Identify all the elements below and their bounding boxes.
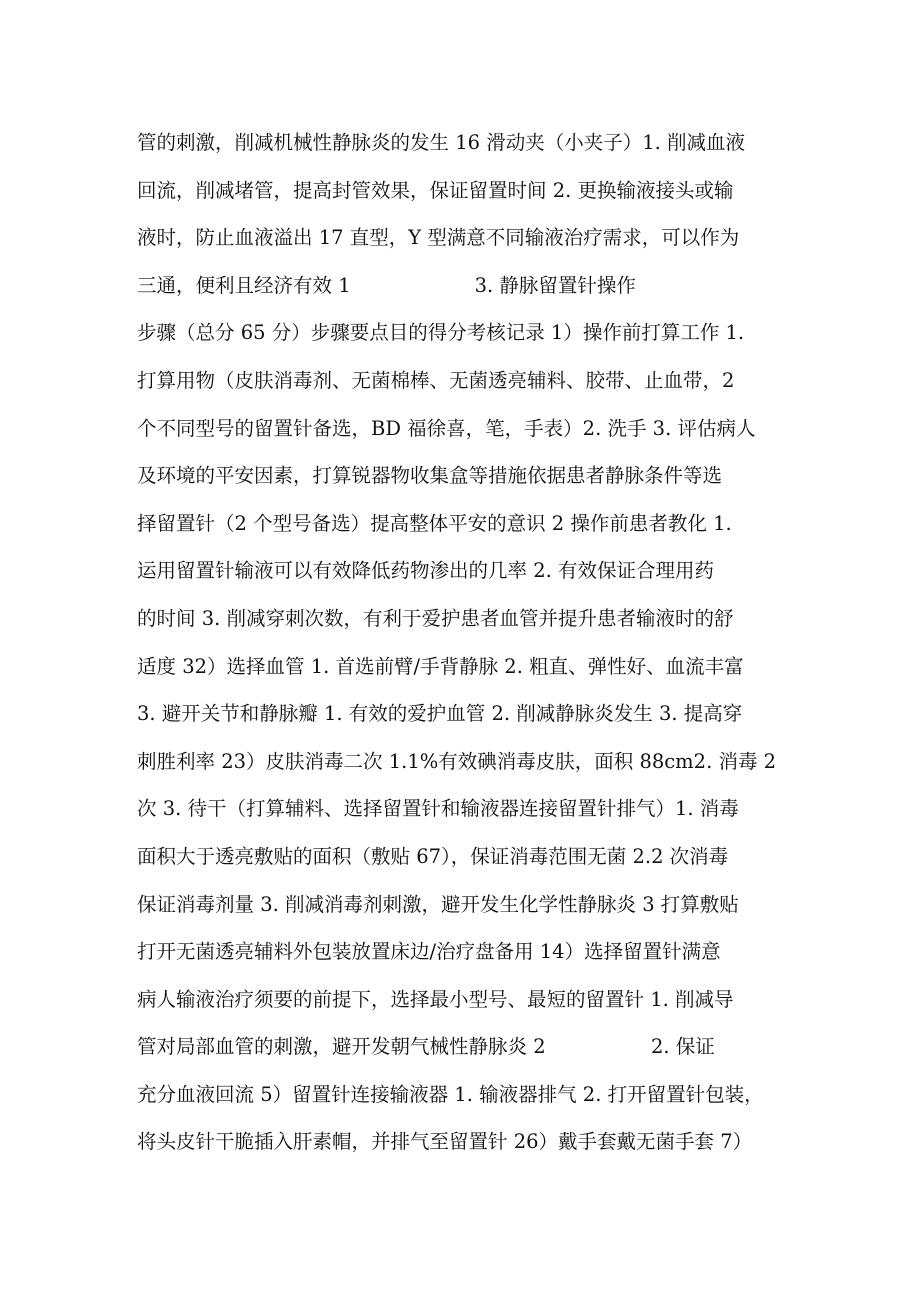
text-line: 打算用物（皮肤消毒剂、无菌棉棒、无菌透亮辅料、胶带、止血带，2 xyxy=(137,368,735,392)
text-line: 的时间 3. 削减穿刺次数，有利于爱护患者血管并提升患者输液时的舒 xyxy=(137,606,734,630)
text-line: 充分血液回流 5）留置针连接输液器 1. 输液器排气 2. 打开留置针包装， xyxy=(137,1082,764,1106)
text-line: 及环境的平安因素，打算锐器物收集盒等措施依据患者静脉条件等选 xyxy=(137,464,723,488)
text-line: 刺胜利率 23）皮肤消毒二次 1.1%有效碘消毒皮肤，面积 88cm2. 消毒 2 xyxy=(137,749,777,773)
text-line: 步骤（总分 65 分）步骤要点目的得分考核记录 1）操作前打算工作 1. xyxy=(137,321,745,345)
text-line: 回流，削减堵管，提高封管效果，保证留置时间 2. 更换输液接头或输 xyxy=(137,178,734,202)
text-line: 管对局部血管的刺激，避开发朝气械性静脉炎 2 2. 保证 xyxy=(137,1035,715,1059)
text-line: 3. 避开关节和静脉瓣 1. 有效的爱护血管 2. 削减静脉炎发生 3. 提高穿 xyxy=(137,702,743,726)
text-line: 三通，便利且经济有效 1 3. 静脉留置针操作 xyxy=(137,273,636,297)
text-line: 打开无菌透亮辅料外包装放置床边/治疗盘备用 14）选择留置针满意 xyxy=(137,940,721,964)
text-line: 择留置针（2 个型号备选）提高整体平安的意识 2 操作前患者教化 1. xyxy=(137,511,732,535)
text-line: 次 3. 待干（打算辅料、选择留置针和输液器连接留置针排气）1. 消毒 xyxy=(137,797,739,821)
text-line: 将头皮针干脆插入肝素帽，并排气至留置针 26）戴手套戴无菌手套 7） xyxy=(137,1130,753,1154)
text-line: 运用留置针输液可以有效降低药物渗出的几率 2. 有效保证合理用药 xyxy=(137,559,715,583)
text-line: 管的刺激，削减机械性静脉炎的发生 16 滑动夹（小夹子）1. 削减血液 xyxy=(137,131,746,154)
text-line: 病人输液治疗须要的前提下，选择最小型号、最短的留置针 1. 削减导 xyxy=(137,987,734,1011)
text-line: 适度 32）选择血管 1. 首选前臂/手背静脉 2. 粗直、弹性好、血流丰富 xyxy=(137,654,744,678)
document-body xyxy=(137,119,797,1166)
text-line: 保证消毒剂量 3. 削减消毒剂刺激，避开发生化学性静脉炎 3 打算敷贴 xyxy=(137,892,739,916)
text-line: 个不同型号的留置针备选，BD 福徐喜，笔，手表）2. 洗手 3. 评估病人 xyxy=(137,416,756,440)
text-line: 面积大于透亮敷贴的面积（敷贴 67），保证消毒范围无菌 2.2 次消毒 xyxy=(137,844,729,868)
text-line: 液时，防止血液溢出 17 直型，Y 型满意不同输液治疗需求，可以作为 xyxy=(137,226,740,250)
